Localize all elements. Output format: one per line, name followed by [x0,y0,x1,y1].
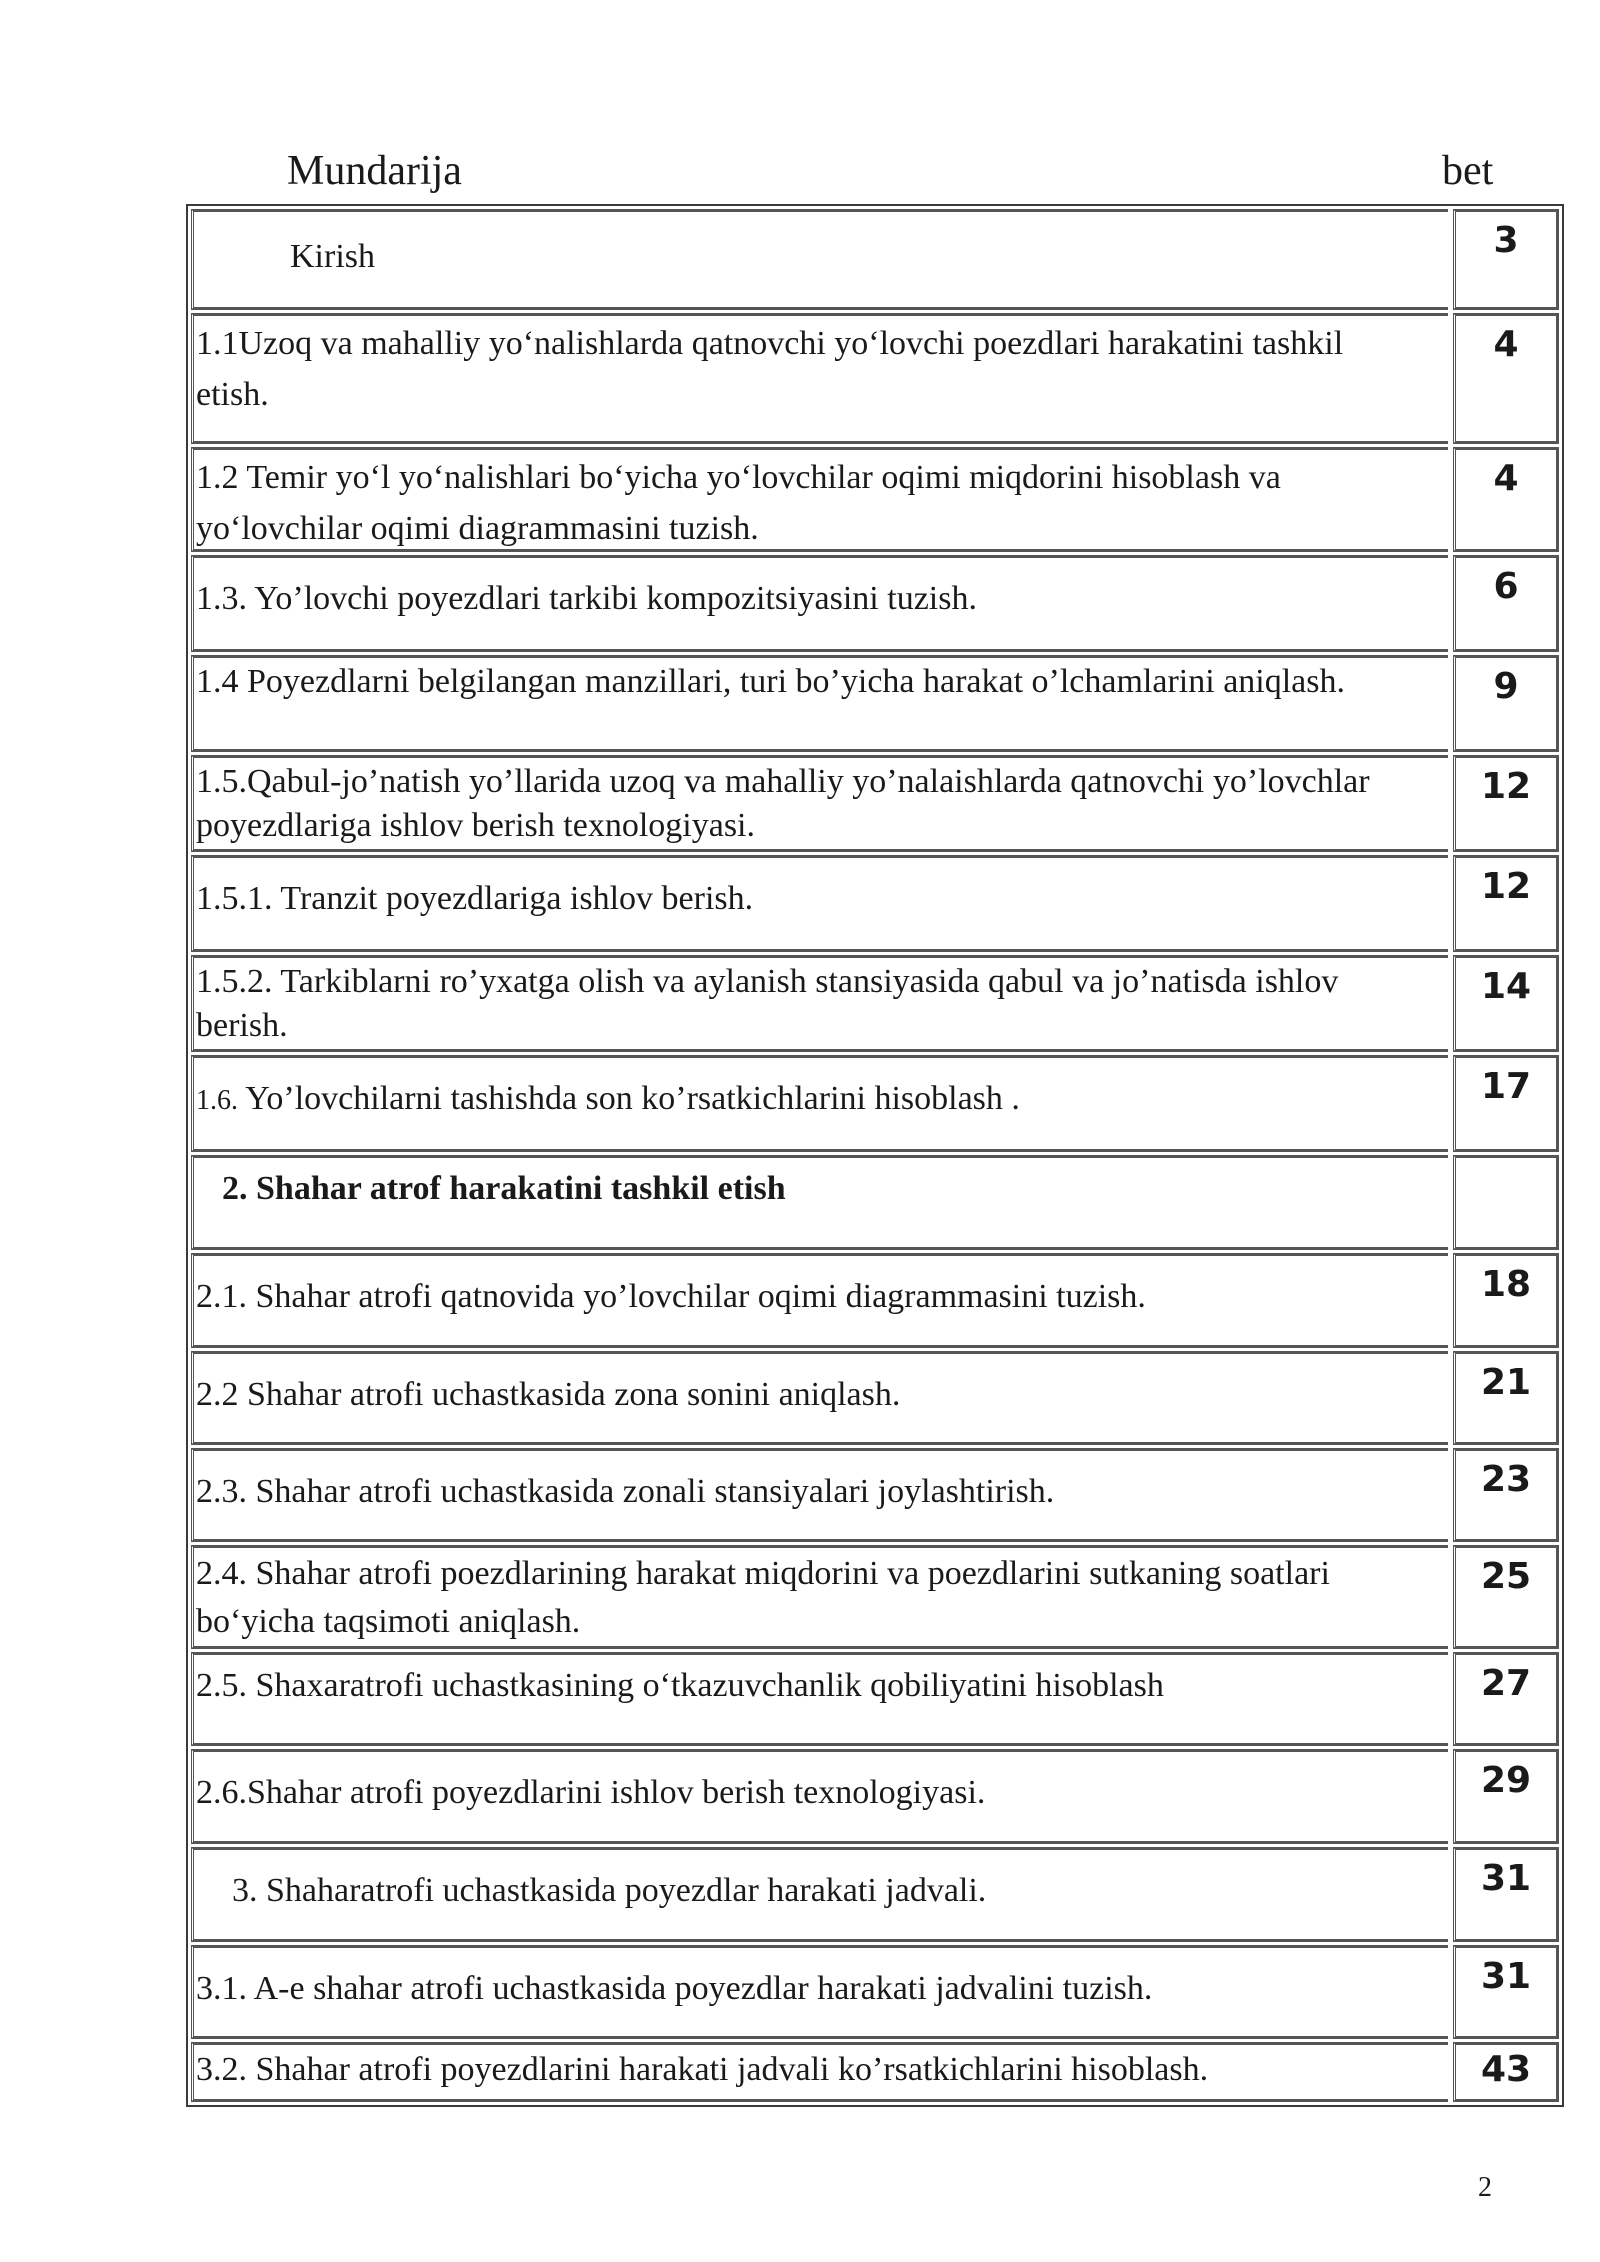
toc-entry-page: 43 [1453,2042,1559,2102]
toc-entry-page: 31 [1453,1847,1559,1942]
toc-entry-title: 3. Shaharatrofi uchastkasida poyezdlar harakati jadvali. [191,1847,1448,1942]
toc-entry-title: 2.3. Shahar atrofi uchastkasida zonali stansiyalari joylashtirish. [191,1448,1448,1542]
toc-row[interactable] [191,1448,1559,1542]
toc-row[interactable] [191,755,1559,852]
toc-entry-title: 2.2 Shahar atrofi uchastkasida zona sonini aniqlash. [191,1351,1448,1445]
toc-entry-title: 1.3. Yo’lovchi poyezdlari tarkibi kompozitsiyasini tuzish. [191,555,1448,652]
toc-row[interactable] [191,209,1559,310]
toc-entry-page: 23 [1453,1448,1559,1542]
toc-entry-page: 31 [1453,1945,1559,2039]
toc-row[interactable] [191,1749,1559,1844]
toc-entry-page: 12 [1453,855,1559,952]
toc-entry-title: 2.6.Shahar atrofi poyezdlarini ishlov berish texnologiyasi. [191,1749,1448,1844]
toc-row[interactable] [191,955,1559,1052]
toc-row[interactable] [191,1847,1559,1942]
toc-entry-page: 12 [1453,755,1559,852]
toc-section-title: 2. Shahar atrof harakatini tashkil etish [191,1155,1448,1250]
toc-entry-page [1453,1155,1559,1250]
toc-entry-title: 1.5.1. Tranzit poyezdlariga ishlov berish. [191,855,1448,952]
toc-row[interactable] [191,2042,1559,2102]
toc-row[interactable] [191,1253,1559,1348]
toc-row[interactable] [191,1652,1559,1746]
toc-entry-title: 2.4. Shahar atrofi poezdlarining harakat miqdorini va poezdlarini sutkaning soatlari bo‘yicha taqsimoti aniqlash. [191,1545,1448,1649]
toc-entry-page: 25 [1453,1545,1559,1649]
toc-entry-page: 21 [1453,1351,1559,1445]
toc-entry-title: 2.5. Shaxaratrofi uchastkasining o‘tkazuvchanlik qobiliyatini hisoblash [191,1652,1448,1746]
toc-entry-page: 4 [1453,447,1559,552]
toc-entry-page: 29 [1453,1749,1559,1844]
toc-row[interactable] [191,1545,1559,1649]
toc-row[interactable] [191,855,1559,952]
toc-entry-text: Yo’lovchilarni tashishda son ko’rsatkichlarini hisoblash . [238,1080,1020,1117]
toc-entry-page: 18 [1453,1253,1559,1348]
toc-entry-page: 27 [1453,1652,1559,1746]
toc-row[interactable] [191,1155,1559,1250]
toc-row[interactable] [191,1351,1559,1445]
toc-entry-title: 2.1. Shahar atrofi qatnovida yo’lovchilar oqimi diagrammasini tuzish. [191,1253,1448,1348]
toc-row[interactable] [191,1055,1559,1152]
toc-entry-title: 1.4 Poyezdlarni belgilangan manzillari, turi bo’yicha harakat o’lchamlarini aniqlash. [191,655,1448,752]
toc-row[interactable] [191,555,1559,652]
toc-entry-title: 3.2. Shahar atrofi poyezdlarini harakati jadvali ko’rsatkichlarini hisoblash. [191,2042,1448,2102]
toc-entry-title: 1.1Uzoq va mahalliy yo‘nalishlarda qatnovchi yo‘lovchi poezdlari harakatini tashkil etish. [191,313,1448,444]
toc-row[interactable] [191,313,1559,444]
page-column-label: bet [1442,148,1494,194]
toc-entry-title: 3.1. A-e shahar atrofi uchastkasida poyezdlar harakati jadvalini tuzish. [191,1945,1448,2039]
toc-entry-page: 3 [1453,209,1559,310]
toc-entry-title: 1.2 Temir yo‘l yo‘nalishlari bo‘yicha yo‘lovchilar oqimi miqdorini hisoblash va yo‘lovchilar oqimi diagrammasini tuzish. [191,447,1448,552]
toc-entry-page: 14 [1453,955,1559,1052]
toc-entry-page: 9 [1453,655,1559,752]
toc-entry-number: 1.6. [196,1085,238,1116]
toc-entry-title: 1.5.Qabul-jo’natish yo’llarida uzoq va mahalliy yo’nalaishlarda qatnovchi yo’lovchlar poyezdlariga ishlov berish texnologiyasi. [191,755,1448,852]
toc-entry-page: 6 [1453,555,1559,652]
table-of-contents [186,204,1564,2107]
toc-entry-title: Kirish [191,209,1448,310]
page-number: 2 [1478,2172,1492,2203]
toc-entry-page: 4 [1453,313,1559,444]
toc-entry-page: 17 [1453,1055,1559,1152]
toc-row[interactable] [191,1945,1559,2039]
toc-entry-title [191,1055,1448,1152]
toc-row[interactable] [191,655,1559,752]
toc-entry-title: 1.5.2. Tarkiblarni ro’yxatga olish va aylanish stansiyasida qabul va jo’natisda ishlov berish. [191,955,1448,1052]
toc-row[interactable] [191,447,1559,552]
page-title: Mundarija [287,148,462,194]
